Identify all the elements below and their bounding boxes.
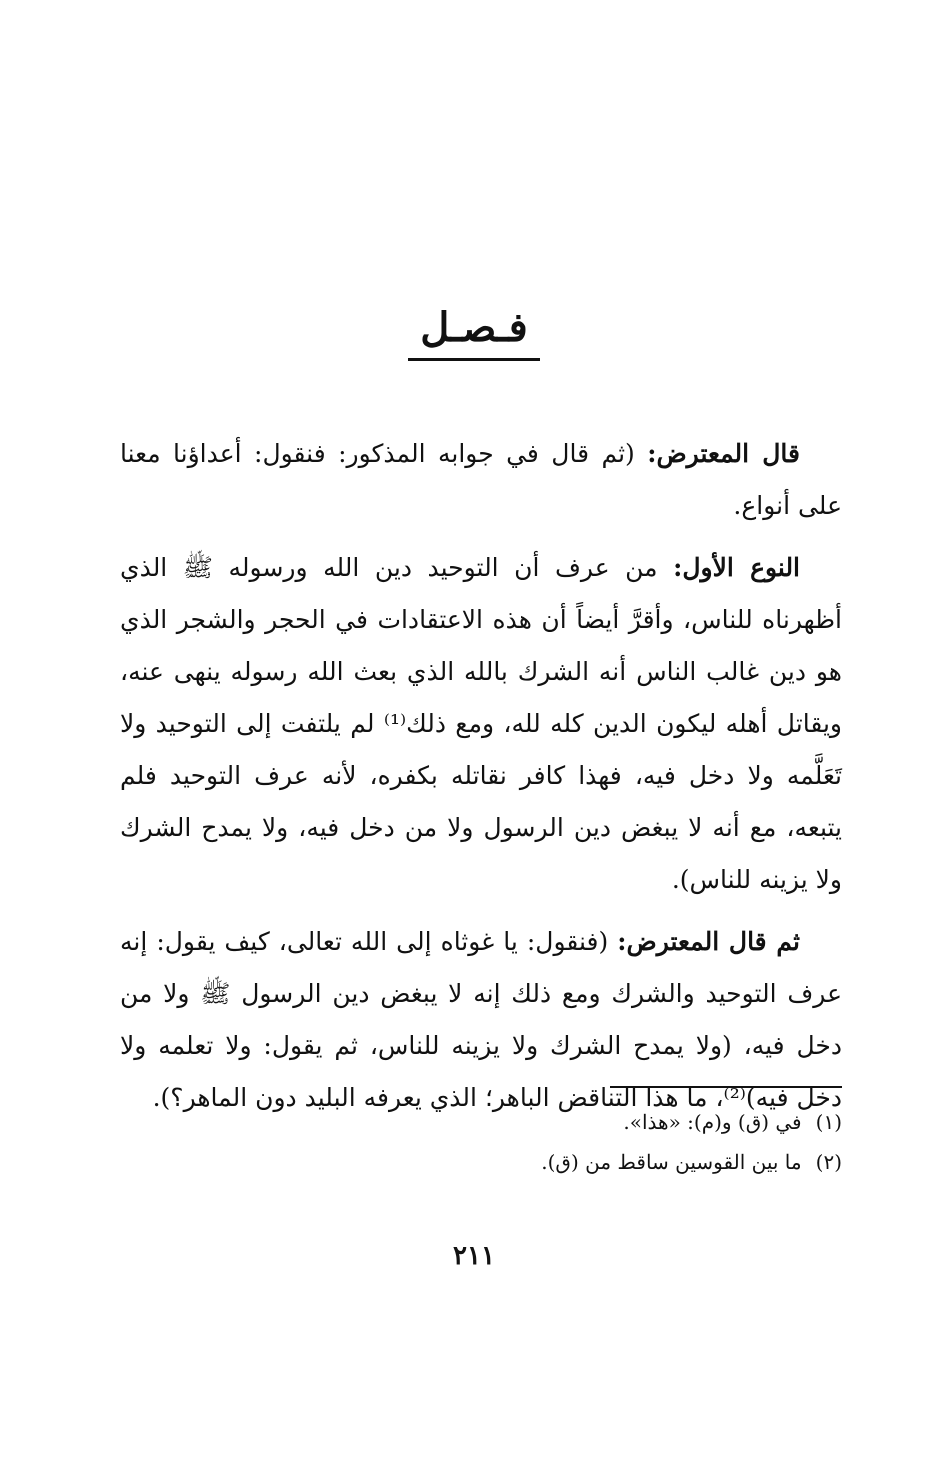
footnote-item: [120, 1102, 842, 1142]
footnote-item: [120, 1142, 842, 1182]
paragraph-lead: قال المعترض:: [647, 439, 800, 468]
paragraph-text: (فنقول: يا غوثاه إلى الله تعالى، كيف يقول: إنه عرف التوحيد والشرك ومع ذلك إنه لا يبغض دين الرسول ﷺ ولا من دخل فيه، (ولا يمدح الشرك ولا يزينه للناس، ثم يقول: ولا تعلمه ولا دخل فيه)⁽²⁾، ما هذا التناقض الباهر؛ الذي يعرفه البليد دون الماهر؟).: [120, 927, 842, 1112]
footnote-number: (١): [815, 1110, 842, 1134]
body-text: [120, 428, 842, 1134]
paragraph-lead: النوع الأول:: [673, 553, 801, 582]
footnotes: [120, 1086, 842, 1182]
footnote-divider: [610, 1086, 842, 1088]
paragraph-first-type: [120, 542, 842, 906]
paragraph-text: من عرف أن التوحيد دين الله ورسوله ﷺ الذي أظهرناه للناس، وأقرَّ أيضاً أن هذه الاعتقادات في الحجر والشجر الذي هو دين غالب الناس أنه الشرك بالله الذي بعث الله رسوله ينهى عنه، ويقاتل أهله ليكون الدين كله لله، ومع ذلك⁽¹⁾ لم يلتفت إلى التوحيد ولا تَعَلَّمه ولا دخل فيه، فهذا كافر نقاتله بكفره، لأنه عرف التوحيد فلم يتبعه، مع أنه لا يبغض دين الرسول ولا من دخل فيه، ولا يمدح الشرك ولا يزينه للناس).: [120, 553, 842, 894]
footnote-text: ما بين القوسين ساقط من (ق).: [541, 1150, 802, 1174]
page-number: ٢١١: [453, 1241, 495, 1271]
footnote-number: (٢): [815, 1150, 842, 1174]
paragraph-text: (ثم قال في جوابه المذكور: فنقول: أعداؤنا معنا على أنواع.: [120, 439, 842, 520]
footnote-text: في (ق) و(م): «هذا».: [623, 1110, 802, 1134]
section-heading-text: فـصـل: [408, 300, 540, 361]
paragraph-objector-statement: [120, 428, 842, 532]
paragraph-lead: ثم قال المعترض:: [617, 927, 800, 956]
section-heading: [0, 300, 948, 361]
